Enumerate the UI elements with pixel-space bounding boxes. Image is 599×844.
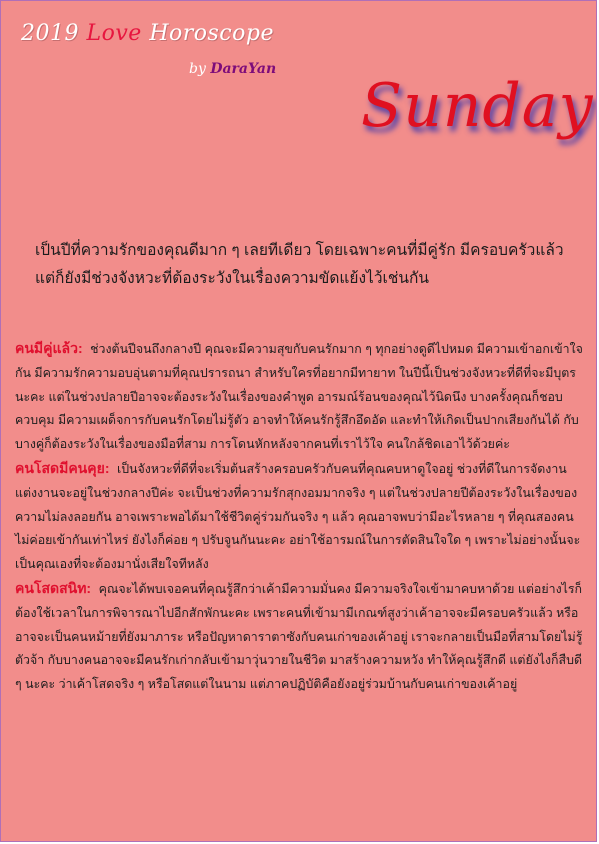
section-heading: คนโสดสนิท:: [15, 579, 92, 596]
header-title: [21, 21, 274, 46]
day-title: Sunday: [361, 71, 594, 141]
section-body: เป็นจังหวะที่ดีที่จะเริ่มต้นสร้างครอบครัวกับคนที่คุณคบหาดูใจอยู่ ช่วงที่ดีในการจัดงานแต่งงานจะอยู่ในช่วงกลางปีค่ะ จะเป็นช่วงที่ความรักสุกงอมมากจริง ๆ แต่ในช่วงปลายปีต้องระวังในเรื่องของความไม่ลงลอยกัน อาจเพราะพอได้มาใช้ชีวิตคู่ร่วมกันจริง ๆ แล้ว คุณอาจพบว่ามีอะไรหลาย ๆ ที่คุณสองคนไม่ค่อยเข้ากันเท่าไหร่ ยังไงก็ค่อย ๆ ปรับจูนกันนะคะ อย่าใช้อารมณ์ในการตัดสินใจใด ๆ เพราะไม่อย่างนั้นจะเป็นคุณเองที่จะต้องมานั่งเสียใจทีหลัง: [15, 461, 581, 572]
header-horoscope: Horoscope: [149, 21, 274, 46]
byline-by: by: [189, 61, 206, 77]
section-single: [15, 577, 585, 697]
section-heading: คนมีคู่แล้ว:: [15, 340, 83, 356]
horoscope-sections: [15, 337, 585, 697]
section-heading: คนโสดมีคนคุย:: [15, 459, 110, 476]
header-love: Love: [86, 21, 142, 46]
section-couples: [15, 337, 585, 457]
header-year: 2019: [21, 21, 79, 46]
section-single-dating: [15, 457, 585, 577]
byline-author: DaraYan: [210, 61, 277, 77]
section-body: คุณจะได้พบเจอคนที่คุณรู้สึกว่าเค้ามีความมั่นคง มีความจริงใจเข้ามาคบหาด้วย แต่อย่างไรก็ต้องใช้เวลาในการพิจารณาไปอีกสักพักนะคะ เพราะคนที่เข้ามามีเกณฑ์สูงว่าเค้าอาจจะมีครอบครัวแล้ว หรืออาจจะเป็นคนหม้ายที่ยังมาภาระ หรือปัญหาดาราตาซังกับคนเก่าของเค้าอยู่ เราจะกลายเป็นมือที่สามโดยไม่รู้ตัวจ้า กับบางคนอาจจะมีคนรักเก่ากลับเข้ามาวุ่นวายในชีวิต มาสร้างความหวัง ทำให้คุณรู้สึกดี แต่ยังไงก็สืบดี ๆ นะคะ ว่าเค้าโสดจริง ๆ หรือโสดแต่ในนาม แต่ภาคปฏิบัติคือยังอยู่ร่วมบ้านกับคนเก่าของเค้าอยู่: [15, 581, 583, 692]
byline: [189, 61, 276, 77]
section-body: ช่วงต้นปีจนถึงกลางปี คุณจะมีความสุขกับคนรักมาก ๆ ทุกอย่างดูดีไปหมด มีความเข้าอกเข้าใจกัน มีความรักความอบอุ่นตามที่คุณปรารถนา สำหรับใครที่อยากมีทายาท ในปีนี้เป็นช่วงจังหวะที่ดีที่จะมีบุตรนะคะ แต่ในช่วงปลายปีอาจจะต้องระวังในเรื่องของคำพูด อารมณ์ร้อนของคุณไว้นิดนึง บางครั้งคุณก็ชอบควบคุม มีความเผด็จการกับคนรักโดยไม่รู้ตัว อาจทำให้คนรักรู้สึกอึดอัด และทำให้เกิดเป็นปากเสียงกันได้ กับบางคู่ก็ต้องระวังในเรื่องของมือที่สาม การโดนหักหลังจากคนที่เราไว้ใจ คนใกล้ชิดเอาไว้ด้วยค่ะ: [15, 342, 583, 452]
intro-paragraph: เป็นปีที่ความรักของคุณดีมาก ๆ เลยทีเดียว โดยเฉพาะคนที่มีคู่รัก มีครอบครัวแล้ว แต่ก็ยังมีช่วงจังหวะที่ต้องระวังในเรื่องความขัดแย้งไว้เช่นกัน: [35, 242, 564, 287]
